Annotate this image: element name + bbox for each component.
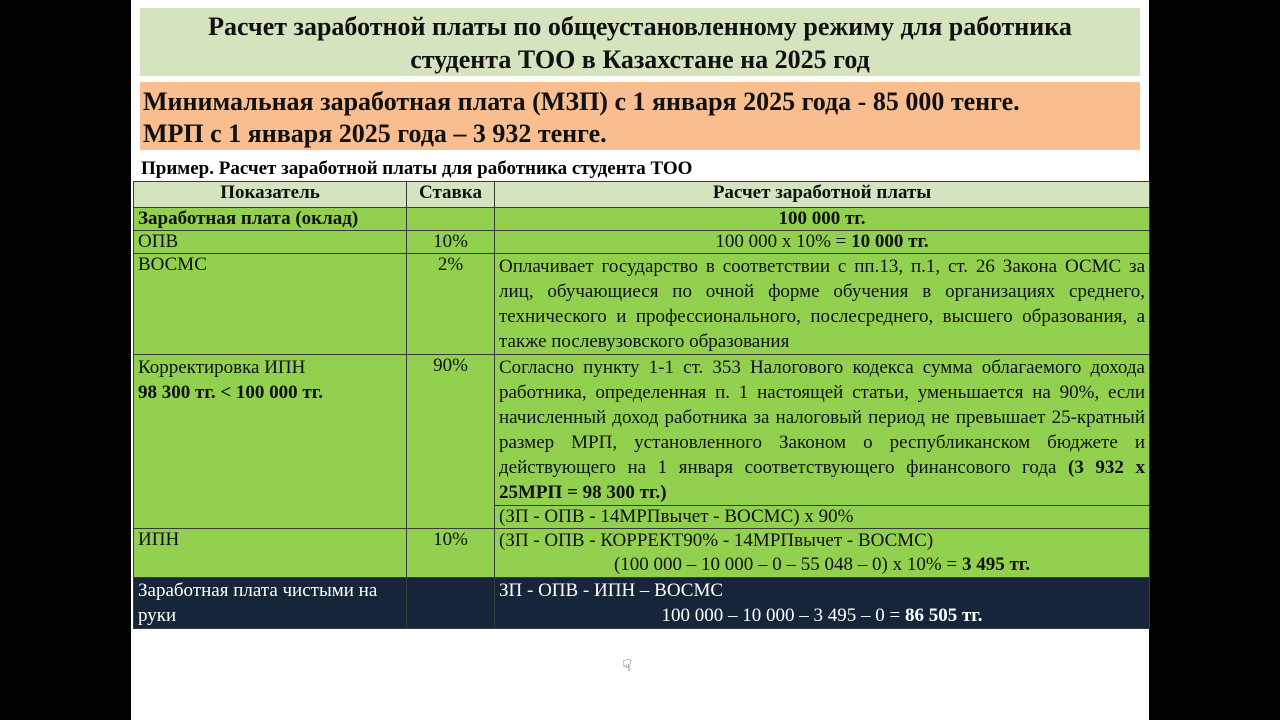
row-net-calc <box>495 578 1150 629</box>
row-ipn-adj-rate: 90% <box>407 355 495 529</box>
info-line-1: Минимальная заработная плата (МЗП) с 1 января 2025 года - 85 000 тенге. <box>143 87 1020 116</box>
slide-title <box>140 8 1140 76</box>
row-ipn-rate: 10% <box>407 529 495 578</box>
table-row <box>134 254 1150 355</box>
row-net-rate <box>407 578 495 629</box>
ipn-adj-condition: 98 300 тг. < 100 000 тг. <box>138 382 323 403</box>
title-line-2: студента ТОО в Казахстане на 2025 год <box>410 45 870 74</box>
ipn-formula: (ЗП - ОПВ - КОРРЕКТ90% - 14МРПвычет - ВОСМС) <box>499 530 934 551</box>
slide <box>131 0 1149 720</box>
table-row <box>134 208 1150 231</box>
net-formula: ЗП - ОПВ - ИПН – ВОСМС <box>499 580 724 601</box>
opv-calc-result: 10 000 тг. <box>851 231 929 252</box>
table-row <box>134 355 1150 506</box>
info-box <box>140 82 1140 150</box>
net-calc-line <box>499 603 1145 628</box>
header-rate: Ставка <box>407 182 495 208</box>
row-ipn-adj-label <box>134 355 407 529</box>
row-vosms-calc: Оплачивает государство в соответствии с пп.13, п.1, ст. 26 Закона ОСМС за лиц, обучающиеся по очной форме обучения в организациях среднего, технического и профессионального, послесреднего, высшего образования, а также послевузовского образования <box>495 254 1150 355</box>
row-ipn-label: ИПН <box>134 529 407 578</box>
table-row <box>134 529 1150 578</box>
row-ipn-adj-calc <box>495 355 1150 506</box>
ipn-calc-text: (100 000 – 10 000 – 0 – 55 048 – 0) х 10% = <box>613 554 962 575</box>
ipn-calc-line <box>499 553 1145 577</box>
net-calc-result: 86 505 тг. <box>904 605 983 626</box>
net-calc-text: 100 000 – 10 000 – 3 495 – 0 = <box>661 605 905 626</box>
row-opv-rate: 10% <box>407 231 495 254</box>
title-line-1: Расчет заработной платы по общеустановленному режиму для работника <box>208 12 1072 41</box>
row-ipn-adj-formula: (ЗП - ОПВ - 14МРПвычет - ВОСМС) х 90% <box>495 506 1150 529</box>
row-salary-label: Заработная плата (оклад) <box>134 208 407 231</box>
hand-cursor-icon: ☟ <box>622 658 632 675</box>
ipn-adj-title: Корректировка ИПН <box>138 357 306 378</box>
row-ipn-calc <box>495 529 1150 578</box>
ipn-adj-mrp-calc: (3 932 х 25МРП = 98 300 тг.) <box>499 457 1145 503</box>
row-net-label: Заработная плата чистыми на руки <box>134 578 407 629</box>
row-vosms-label: ВОСМС <box>134 254 407 355</box>
table-header-row <box>134 182 1150 208</box>
example-caption: Пример. Расчет заработной платы для работника студента ТОО <box>141 158 693 179</box>
opv-calc-text: 100 000 х 10% = <box>715 231 852 252</box>
header-calc: Расчет заработной платы <box>495 182 1150 208</box>
salary-table <box>133 181 1150 629</box>
row-salary-rate <box>407 208 495 231</box>
row-opv-label: ОПВ <box>134 231 407 254</box>
table-row <box>134 231 1150 254</box>
row-vosms-rate: 2% <box>407 254 495 355</box>
ipn-calc-result: 3 495 тг. <box>961 554 1031 575</box>
row-salary-calc: 100 000 тг. <box>495 208 1150 231</box>
ipn-adj-text: Согласно пункту 1-1 ст. 353 Налогового кодекса сумма облагаемого дохода работника, определенная п. 1 настоящей статьи, уменьшается на 90%, если начисленный доход работника за налоговый период не превышает 25-кратный размер МРП, установленного Законом о республиканском бюджете и действующего на 1 января соответствующего финансового года <box>499 357 1145 478</box>
header-indicator: Показатель <box>134 182 407 208</box>
info-line-2: МРП с 1 января 2025 года – 3 932 тенге. <box>143 119 607 148</box>
row-opv-calc <box>495 231 1150 254</box>
table-row <box>134 578 1150 629</box>
